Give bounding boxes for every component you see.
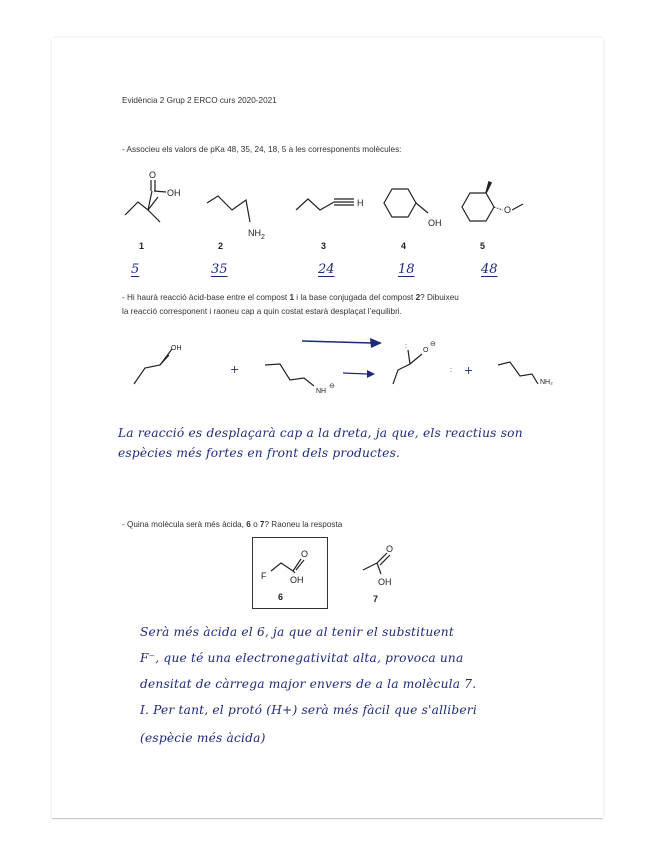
molecule-4-number: 4 (401, 241, 407, 251)
molecule-3-pka-answer: 24 (318, 262, 335, 277)
molecule-3-h-label: H (357, 198, 364, 208)
molecule-2-amine-label: NH (248, 228, 261, 238)
carboxylate-charge: ⊖ (430, 341, 436, 348)
product-amine-label: NH₂ (540, 379, 553, 386)
reaction-plus-1: + (230, 363, 240, 376)
molecule-4-pka-answer: 18 (398, 262, 415, 277)
molecule-6-oh-label: OH (290, 575, 304, 585)
carboxylate-oxygen-1: : (405, 343, 407, 350)
answer-3-line-1: Serà més àcida el 6, ja que al tenir el substituent (140, 625, 454, 639)
reactant-acid-oh-label: OH (171, 345, 182, 352)
molecule-1-pka-answer: 5 (131, 262, 140, 277)
answer-3-line-5: (espècie més àcida) (140, 731, 266, 745)
amide-charge-label: ⊖ (329, 383, 335, 390)
question-1-prompt: - Associeu els valors de pKa 48, 35, 24, 18, 5 a les corresponents molècules: (122, 145, 402, 154)
molecule-6-number: 6 (278, 592, 284, 602)
molecule-5-number: 5 (480, 241, 486, 251)
carboxylate-oxygen-2: O (423, 347, 429, 354)
question-2-prompt-line-2: la reacció corresponent i raoneu cap a quin costat estarà desplaçat l’equilibri. (122, 307, 402, 316)
question-3-prompt: - Quina molècula serà més àcida, 6 o 7? Raoneu la resposta (122, 520, 343, 529)
molecule-2-pka-answer: 35 (211, 262, 228, 277)
molecule-3-number: 3 (321, 241, 327, 251)
document-title: Evidència 2 Grup 2 ERCO curs 2020-2021 (122, 96, 277, 105)
answer-3-line-3: densitat de càrrega major envers de a la molècula 7. (140, 677, 477, 691)
molecule-7-number: 7 (373, 594, 379, 604)
molecule-2-amine-subscript: 2 (261, 234, 265, 241)
molecule-7-oh-label: OH (378, 577, 392, 587)
question-2-prompt: - Hi haurà reacció àcid-base entre el compost 1 i la base conjugada del compost 2? Dibuixeu (122, 293, 459, 302)
answer-3-line-4: I. Per tant, el protó (H+) serà més fàcil que s'alliberi (140, 703, 477, 717)
molecule-7-oxygen: O (386, 544, 394, 554)
molecule-7-structure (363, 544, 393, 587)
molecule-5-pka-answer: 48 (481, 262, 498, 277)
molecule-4-oh-label: OH (428, 218, 442, 228)
molecule-6-oxygen: O (301, 549, 309, 559)
molecule-1-oh-label: OH (167, 188, 181, 198)
carboxylate-lone-pair: : (450, 367, 452, 374)
molecule-1-number: 1 (139, 241, 145, 251)
answer-3-line-2: F⁻, que té una electronegativitat alta, provoca una (140, 651, 464, 665)
molecule-2-number: 2 (218, 241, 224, 251)
molecule-6-fluorine: F (261, 571, 267, 581)
molecule-5-o-label: O (504, 205, 512, 215)
molecule-6-structure (261, 549, 308, 585)
answer-2-line-2: espècies més fortes en front dels productes. (118, 446, 401, 460)
molecule-1-oxygen: O (149, 170, 157, 180)
amide-nh-label: NH (316, 388, 327, 395)
reaction-plus-2: + (464, 364, 474, 377)
answer-2-line-1: La reacció es desplaçarà cap a la dreta, ja que, els reactius son (118, 426, 523, 440)
